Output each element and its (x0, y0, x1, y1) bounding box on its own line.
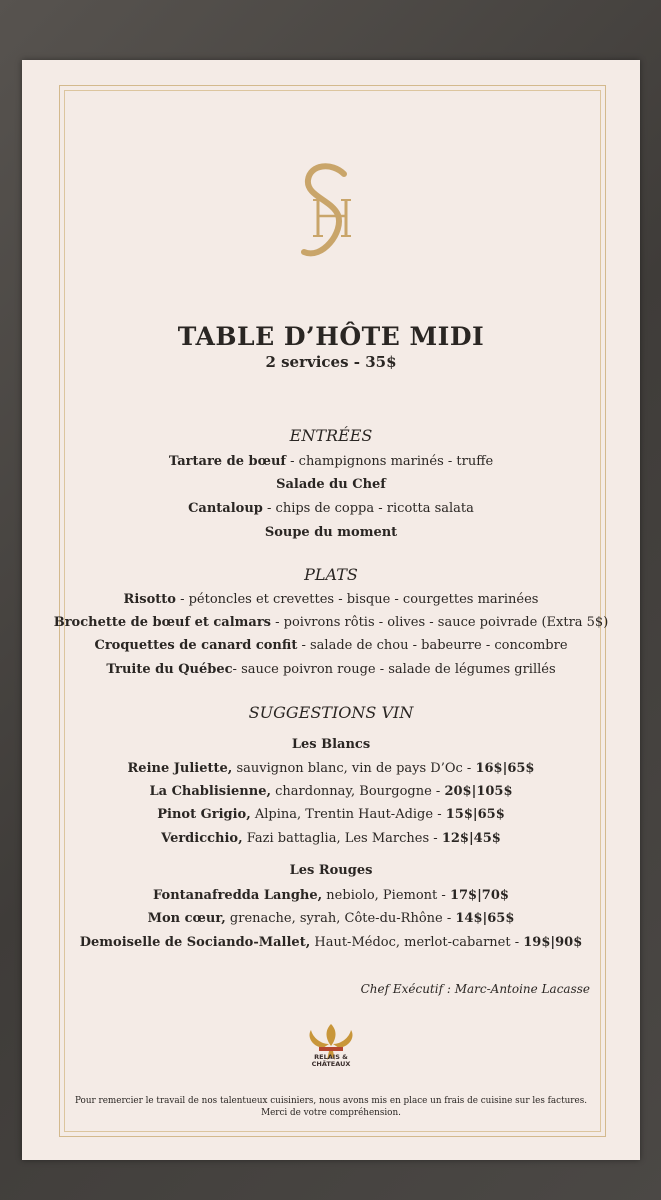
wine-item: Reine Juliette, sauvignon blanc, vin de pays D’Oc - 16$|65$ (127, 761, 535, 776)
price-subtitle: 2 services - 35$ (265, 353, 397, 371)
entree-item: Soupe du moment (264, 525, 398, 540)
entrees-heading: ENTRÉES (289, 426, 373, 445)
sh-monogram-logo (292, 160, 372, 270)
plat-item: Risotto - pétoncles et crevettes - bisque - courgettes marinées (123, 592, 539, 607)
wine-item: La Chablisienne, chardonnay, Bourgogne - 20$|105$ (149, 784, 513, 799)
relais-chateaux-logo-text: RELAIS & CHÂTEAUX (311, 1053, 351, 1068)
wine-item: Mon cœur, grenache, syrah, Côte-du-Rhône - 14$|65$ (147, 911, 515, 926)
wine-item: Fontanafredda Langhe, nebiolo, Piemont - 17$|70$ (153, 888, 509, 903)
plat-item: Truite du Québec- sauce poivron rouge - salade de légumes grillés (106, 662, 556, 677)
menu-content (22, 60, 640, 1160)
wine-item: Verdicchio, Fazi battaglia, Les Marches - 12$|45$ (161, 831, 501, 846)
entree-item: Cantaloup - chips de coppa - ricotta salata (188, 501, 474, 516)
footer-note: Pour remercier le travail de nos talentueux cuisiniers, nous avons mis en place un frais de cuisine sur les factures. (74, 1096, 588, 1106)
entree-item: Salade du Chef (276, 477, 386, 492)
blancs-heading: Les Blancs (291, 737, 371, 752)
rouges-heading: Les Rouges (289, 863, 373, 878)
wine-item: Demoiselle de Sociando-Mallet, Haut-Médoc, merlot-cabarnet - 19$|90$ (79, 935, 583, 950)
footer-thanks: Merci de votre compréhension. (261, 1108, 401, 1118)
chef-credit: Chef Exécutif : Marc-Antoine Lacasse (360, 982, 590, 996)
plat-item: Brochette de bœuf et calmars - poivrons rôtis - olives - sauce poivrade (Extra 5$) (53, 615, 609, 630)
plat-item: Croquettes de canard confit - salade de chou - babeurre - concombre (94, 638, 568, 653)
vin-heading: SUGGESTIONS VIN (248, 703, 414, 722)
page-title: TABLE D’HÔTE MIDI (177, 322, 485, 351)
plats-heading: PLATS (304, 565, 358, 584)
menu-card (22, 60, 640, 1160)
wine-item: Pinot Grigio, Alpina, Trentin Haut-Adige - 15$|65$ (157, 807, 505, 822)
entree-item: Tartare de bœuf - champignons marinés - truffe (168, 454, 494, 469)
